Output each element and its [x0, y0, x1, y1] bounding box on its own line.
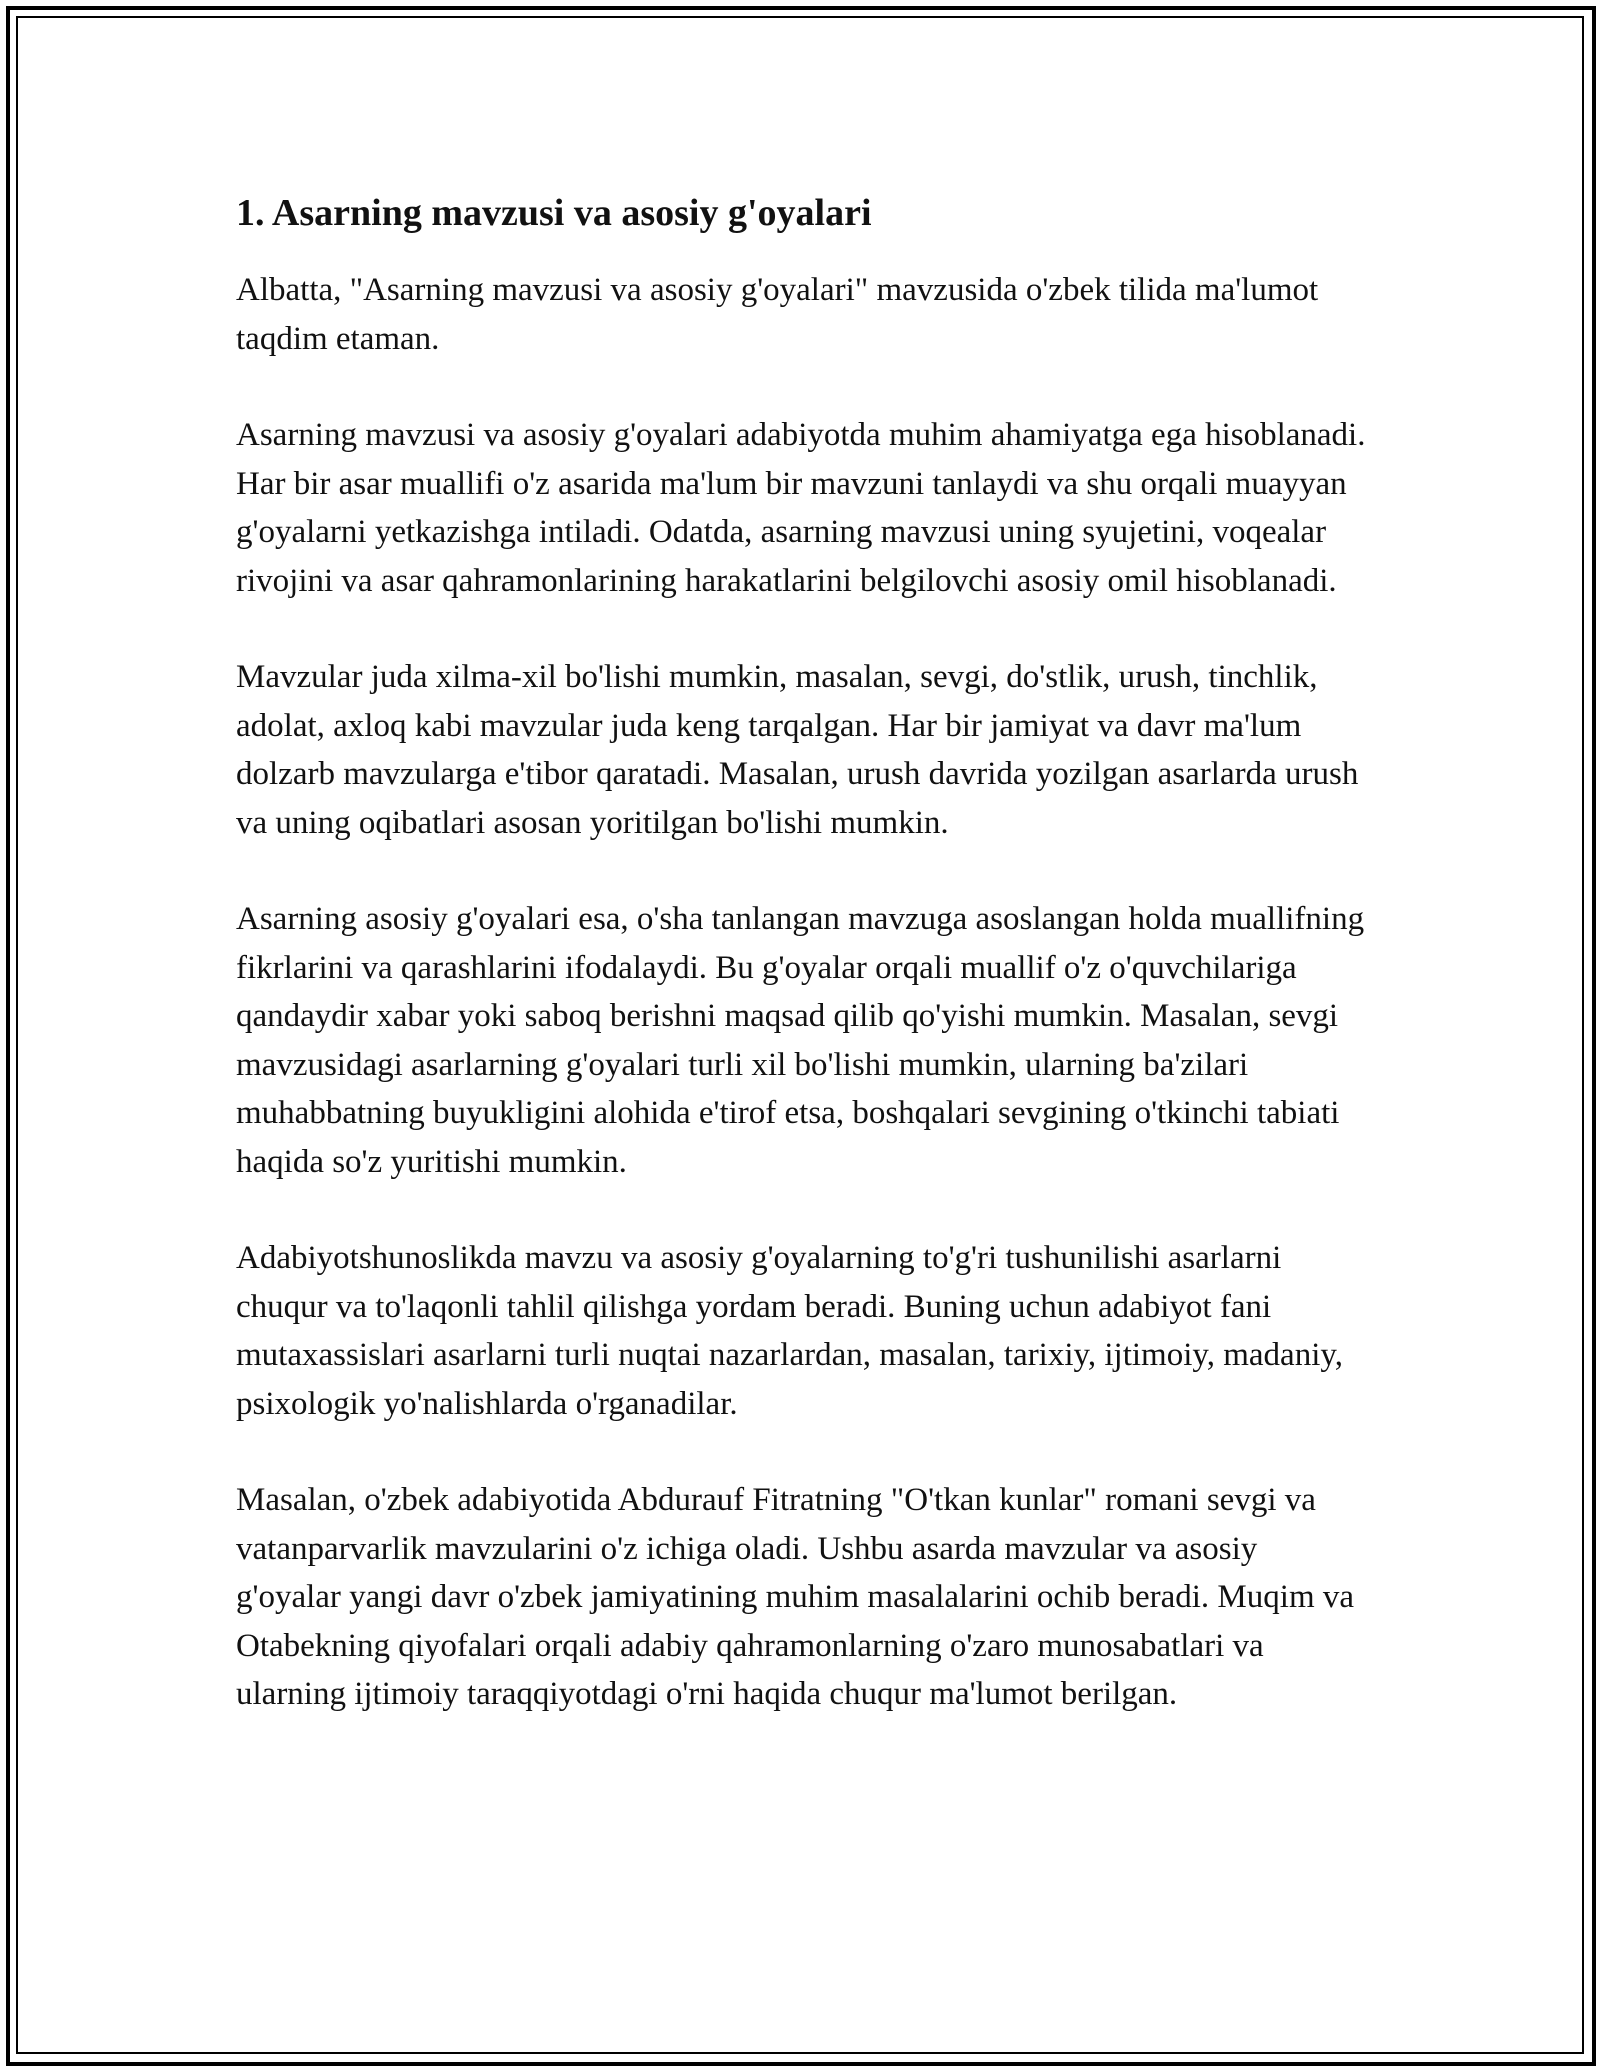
paragraph-theme-importance: Asarning mavzusi va asosiy g'oyalari adabiyotda muhim ahamiyatga ega hisoblanadi. Har bir asar muallifi o'z asarida ma'lum bir mavzuni tanlaydi va shu orqali muayyan g'oyalarni yetkazishga intiladi. Odatda, asarning mavzusi uning syujetini, voqealar rivojini va asar qahramonlarining harakatlarini belgilovchi asosiy omil hisoblanadi. — [236, 417, 1366, 599]
paragraph-example: Masalan, o'zbek adabiyotida Abdurauf Fitratning "O'tkan kunlar" romani sevgi va vatanparvarlik mavzularini o'z ichiga oladi. Ushbu asarda mavzular va asosiy g'oyalar yangi davr o'zbek jamiyatining muhim masalalarini ochib beradi. Muqim va Otabekning qiyofalari orqali adabiy qahramonlarning o'zaro munosabatlari va ularning ijtimoiy taraqqiyotdagi o'rni haqida chuqur ma'lumot berilgan. — [236, 1482, 1355, 1712]
paragraph-main-ideas: Asarning asosiy g'oyalari esa, o'sha tanlangan mavzuga asoslangan holda muallifning fikrlarini va qarashlarini ifodalaydi. Bu g'oyalar orqali muallif o'z o'quvchilariga qandaydir xabar yoki saboq berishni maqsad qilib qo'yishi mumkin. Masalan, sevgi mavzusidagi asarlarning g'oyalari turli xil bo'lishi mumkin, ularning ba'zilari muhabbatning buyukligini alohida e'tirof etsa, boshqalari sevgining o'tkinchi tabiati haqida so'z yuritishi mumkin. — [236, 901, 1365, 1180]
document-body — [236, 186, 1366, 1767]
paragraph-intro: Albatta, "Asarning mavzusi va asosiy g'oyalari" mavzusida o'zbek tilida ma'lumot taqdim etaman. — [236, 272, 1319, 357]
paragraph-literary-analysis: Adabiyotshunoslikda mavzu va asosiy g'oyalarning to'g'ri tushunilishi asarlarni chuqur va to'laqonli tahlil qilishga yordam beradi. Buning uchun adabiyot fani mutaxassislari asarlarni turli nuqtai nazarlardan, masalan, tarixiy, ijtimoiy, madaniy, psixologik yo'nalishlarda o'rganadilar. — [236, 1240, 1343, 1422]
paragraph-theme-variety: Mavzular juda xilma-xil bo'lishi mumkin, masalan, sevgi, do'stlik, urush, tinchlik, adolat, axloq kabi mavzular juda keng tarqalgan. Har bir jamiyat va davr ma'lum dolzarb mavzularga e'tibor qaratadi. Masalan, urush davrida yozilgan asarlarda urush va uning oqibatlari asosan yoritilgan bo'lishi mumkin. — [236, 659, 1359, 841]
section-heading: 1. Asarning mavzusi va asosiy g'oyalari — [236, 192, 872, 234]
